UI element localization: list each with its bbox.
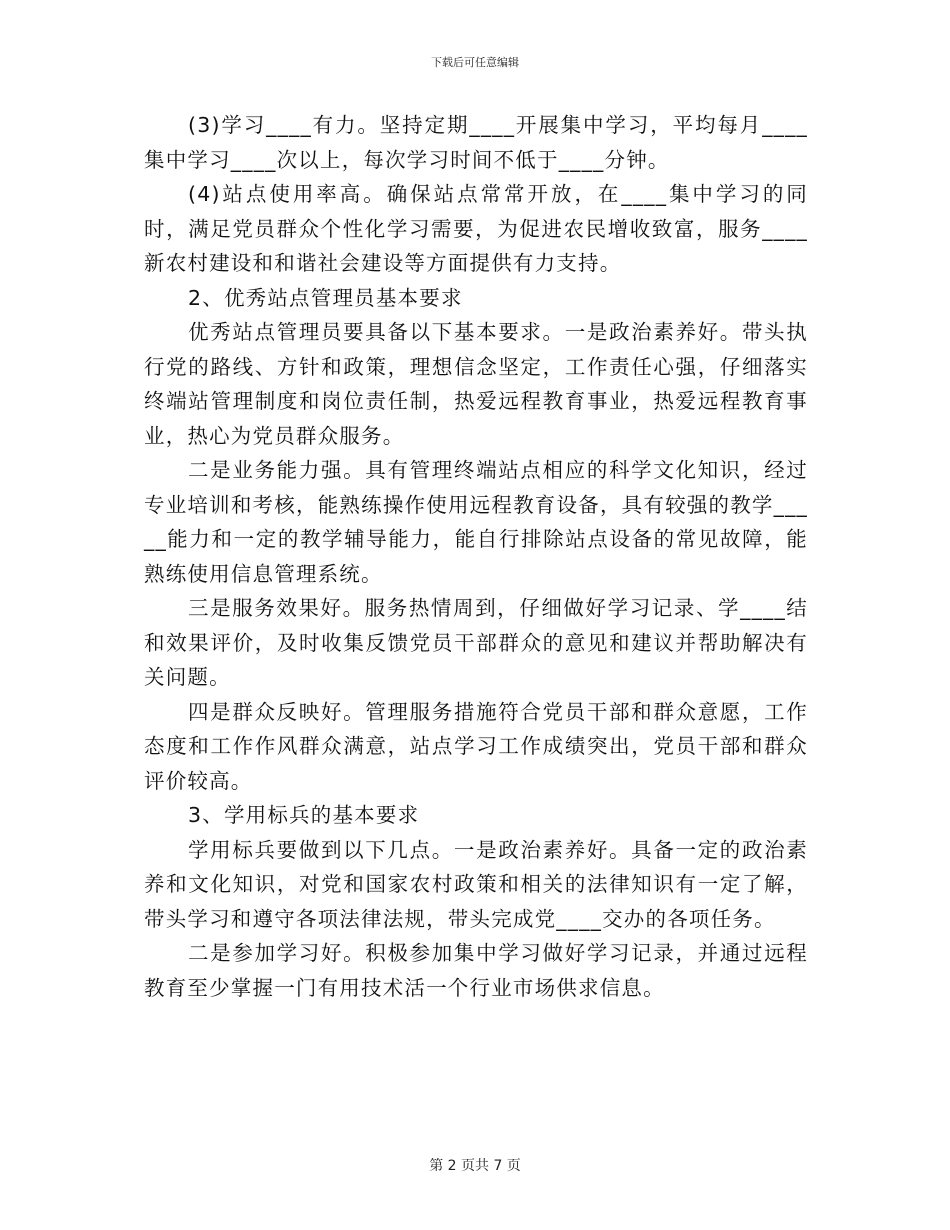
paragraph: 三是服务效果好。服务热情周到，仔细做好学习记录、学____结和效果评价，及时收集反馈党员干部群众的意见和建议并帮助解决有关问题。 <box>144 596 808 689</box>
paragraph: (4)站点使用率高。确保站点常常开放，在____集中学习的同时，满足党员群众个性化学习需要，为促进农民增收致富，服务____新农村建设和和谐社会建设等方面提供有力支持。 <box>144 182 808 275</box>
paragraph: 四是群众反映好。管理服务措施符合党员干部和群众意愿，工作态度和工作作风群众满意，站点学习工作成绩突出，党员干部和群众评价较高。 <box>144 699 808 793</box>
section-heading: 2、优秀站点管理员基本要求 <box>188 285 463 310</box>
document-body <box>144 108 808 1005</box>
page-header: 下载后可任意编辑 <box>431 56 519 69</box>
paragraph: 二是参加学习好。积极参加集中学习做好学习记录，并通过远程教育至少掌握一门有用技术活一个行业市场供求信息。 <box>144 941 808 1000</box>
page-footer: 第 2 页共 7 页 <box>429 1158 521 1174</box>
paragraph: 优秀站点管理员要具备以下基本要求。一是政治素养好。带头执行党的路线、方针和政策，理想信念坚定，工作责任心强，仔细落实终端站管理制度和岗位责任制，热爱远程教育事业，热爱远程教育事业，热心为党员群众服务。 <box>144 320 808 448</box>
paragraph: 二是业务能力强。具有管理终端站点相应的科学文化知识，经过专业培训和考核，能熟练操作使用远程教育设备，具有较强的教学_____能力和一定的教学辅导能力，能自行排除站点设备的常见故障，能熟练使用信息管理系统。 <box>144 458 808 586</box>
section-heading: 3、学用标兵的基本要求 <box>188 803 420 827</box>
paragraph: 学用标兵要做到以下几点。一是政治素养好。具备一定的政治素养和文化知识，对党和国家农村政策和相关的法律知识有一定了解，带头学习和遵守各项法律法规，带头完成党____交办的各项任务。 <box>144 837 808 931</box>
paragraph: (3)学习____有力。坚持定期____开展集中学习，平均每月____集中学习____次以上，每次学习时间不低于____分钟。 <box>144 113 808 172</box>
